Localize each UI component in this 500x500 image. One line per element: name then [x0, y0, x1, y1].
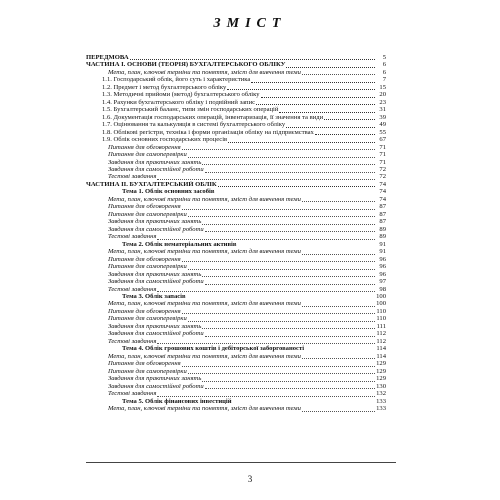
toc-entry-label: 1.2. Предмет і метод бухгалтерського обліку: [102, 83, 227, 91]
toc-leader-dots: [205, 167, 375, 173]
toc-entry: [86, 256, 386, 263]
toc-entry-page: 87: [379, 218, 386, 226]
toc-leader-dots: [202, 323, 375, 329]
toc-entry: [86, 181, 386, 188]
toc-entry: [86, 233, 386, 240]
toc-entry: [86, 203, 386, 210]
toc-entry-label: Завдання для практичних занять: [108, 270, 202, 278]
toc-entry: [86, 69, 386, 76]
toc-entry: [86, 368, 386, 375]
toc-entry-label: Питання для самоперевірки: [108, 367, 187, 375]
toc-entry: [86, 308, 386, 315]
toc-entry-page: 7: [382, 76, 386, 84]
toc-entry: [86, 300, 386, 307]
toc-entry-label: Тестові завдання: [108, 173, 157, 181]
toc-entry-page: 97: [379, 278, 386, 286]
toc-entry-page: 111: [376, 322, 386, 330]
toc-leader-dots: [205, 383, 375, 389]
toc-leader-dots: [237, 242, 375, 247]
toc-entry-label: Мета, план, ключові терміни та поняття, зміст для вивчення теми: [108, 405, 301, 413]
toc-entry-label: Питання для самоперевірки: [108, 263, 187, 271]
toc-entry: [86, 99, 386, 106]
toc-entry-page: 39: [379, 113, 386, 121]
toc-entry: [86, 330, 386, 337]
toc-leader-dots: [202, 271, 375, 277]
toc-entry-label: 1.1. Господарський облік, його суть і характеристика: [102, 76, 251, 84]
toc-entry: [86, 405, 386, 412]
toc-entry: [86, 188, 386, 195]
toc-entry-label: Питання для обговорення: [108, 307, 181, 315]
toc-leader-dots: [302, 406, 375, 412]
toc-entry-label: 1.3. Методичні прийоми (метод) бухгалтерського обліку: [102, 91, 260, 99]
toc-entry-page: 114: [376, 352, 386, 360]
toc-entry: [86, 121, 386, 128]
toc-entry: [86, 61, 386, 68]
toc-entry-page: 98: [379, 285, 386, 293]
toc-leader-dots: [302, 353, 375, 359]
toc-entry-page: 91: [379, 240, 386, 248]
toc-entry-label: Тема 5. Облік фінансових інвестицій: [122, 397, 232, 405]
toc-entry-page: 133: [376, 405, 386, 413]
toc-entry-page: 133: [376, 397, 386, 405]
toc-entry-label: Мета, план, ключові терміни та поняття, зміст для вивчення теми: [108, 352, 301, 360]
toc-entry-label: 1.6. Документація господарських операцій, інвентаризація, її значення та види: [102, 113, 324, 121]
toc-entry: [86, 345, 386, 352]
toc-entry-label: ЧАСТИНА І. ОСНОВИ (ТЕОРІЯ) БУХГАЛТЕРСЬКОГО ОБЛІКУ: [86, 61, 286, 69]
toc-leader-dots: [215, 190, 375, 195]
toc-entry-label: Мета, план, ключові терміни та поняття, зміст для вивчення теми: [108, 300, 301, 308]
toc-entry-label: Завдання для практичних занять: [108, 322, 202, 330]
toc-entry: [86, 263, 386, 270]
toc-leader-dots: [188, 152, 375, 158]
toc-entry: [86, 106, 386, 113]
toc-entry-page: 96: [379, 263, 386, 271]
toc-entry: [86, 360, 386, 367]
toc-entry-page: 129: [376, 360, 386, 368]
toc-entry-page: 71: [379, 143, 386, 151]
toc-leader-dots: [286, 62, 375, 68]
toc-entry-label: Тестові завдання: [108, 390, 157, 398]
toc-entry: [86, 338, 386, 345]
toc-entry-label: Питання для самоперевірки: [108, 210, 187, 218]
toc-entry-label: ЧАСТИНА ІІ. БУХГАЛТЕРСЬКИЙ ОБЛІК: [86, 180, 217, 188]
toc-entry-label: Завдання для самостійної роботи: [108, 330, 204, 338]
footer-divider: [86, 462, 396, 463]
toc-leader-dots: [202, 219, 375, 225]
toc-entry-page: 100: [376, 300, 386, 308]
toc-leader-dots: [315, 129, 375, 135]
toc-entry-page: 74: [379, 188, 386, 196]
toc-entry: [86, 196, 386, 203]
toc-entry-label: Тестові завдання: [108, 233, 157, 241]
toc-entry-page: 74: [379, 195, 386, 203]
toc-leader-dots: [302, 69, 375, 75]
toc-entry-page: 23: [379, 98, 386, 106]
toc-entry-label: Питання для самоперевірки: [108, 315, 187, 323]
toc-entry: [86, 54, 386, 61]
page-title: ЗМІСТ: [213, 16, 287, 31]
toc-entry-page: 55: [379, 128, 386, 136]
toc-leader-dots: [182, 204, 375, 210]
toc-entry-label: Питання для обговорення: [108, 143, 181, 151]
toc-leader-dots: [205, 226, 375, 232]
toc-leader-dots: [218, 181, 375, 187]
toc-entry: [86, 151, 386, 158]
toc-entry: [86, 129, 386, 136]
toc-entry-page: 71: [379, 158, 386, 166]
toc-entry: [86, 226, 386, 233]
toc-entry: [86, 76, 386, 83]
toc-leader-dots: [157, 338, 375, 344]
toc-entry-page: 6: [382, 61, 386, 69]
toc-leader-dots: [182, 361, 375, 367]
toc-entry: [86, 218, 386, 225]
toc-entry-label: Тема 3. Облік запасів: [122, 293, 186, 300]
toc-leader-dots: [182, 256, 375, 262]
toc-entry-page: 91: [379, 248, 386, 256]
toc-leader-dots: [188, 264, 375, 270]
toc-entry-label: Тема 1. Облік основних засобів: [122, 188, 215, 196]
toc-entry: [86, 211, 386, 218]
toc-entry-label: Питання для обговорення: [108, 203, 181, 211]
toc-entry-page: 130: [376, 382, 386, 390]
toc-entry: [86, 383, 386, 390]
toc-entry-page: 129: [376, 367, 386, 375]
toc-entry-label: Питання для обговорення: [108, 360, 181, 368]
toc-entry: [86, 390, 386, 397]
toc-entry-label: Завдання для самостійної роботи: [108, 225, 204, 233]
toc-entry-label: Тестові завдання: [108, 337, 157, 345]
toc-leader-dots: [205, 331, 375, 337]
toc-entry: [86, 278, 386, 285]
toc-leader-dots: [202, 376, 375, 382]
toc-entry-label: Питання для самоперевірки: [108, 151, 187, 159]
toc-entry-page: 87: [379, 203, 386, 211]
page-number: 3: [247, 474, 253, 484]
toc-entry: [86, 286, 386, 293]
toc-entry-label: Тестові завдання: [108, 285, 157, 293]
toc-entry-page: 110: [376, 315, 386, 323]
table-of-contents: [86, 54, 386, 413]
toc-entry-page: 72: [379, 173, 386, 181]
toc-leader-dots: [251, 77, 375, 83]
toc-entry-label: Завдання для практичних занять: [108, 375, 202, 383]
toc-entry: [86, 114, 386, 121]
toc-entry: [86, 398, 386, 405]
toc-entry-page: 89: [379, 225, 386, 233]
toc-entry-page: 5: [382, 54, 386, 61]
toc-entry-label: 1.4. Рахунки бухгалтерського обліку і подвійний запис: [102, 98, 256, 106]
toc-entry-page: 74: [379, 180, 386, 188]
toc-entry-page: 20: [379, 91, 386, 99]
toc-entry: [86, 248, 386, 255]
toc-entry: [86, 315, 386, 322]
toc-leader-dots: [205, 279, 375, 285]
toc-entry-page: 72: [379, 166, 386, 174]
toc-entry-label: Завдання для самостійної роботи: [108, 166, 204, 174]
toc-entry-label: Завдання для практичних занять: [108, 158, 202, 166]
toc-entry-label: Питання для обговорення: [108, 255, 181, 263]
toc-entry-label: Мета, план, ключові терміни та поняття, зміст для вивчення теми: [108, 68, 301, 76]
toc-leader-dots: [187, 294, 375, 299]
toc-leader-dots: [130, 54, 375, 60]
toc-entry-page: 87: [379, 210, 386, 218]
toc-leader-dots: [188, 211, 375, 217]
toc-entry: [86, 136, 386, 143]
toc-entry: [86, 375, 386, 382]
toc-entry: [86, 84, 386, 91]
toc-entry-page: 114: [376, 345, 386, 353]
toc-leader-dots: [182, 308, 375, 314]
toc-entry: [86, 159, 386, 166]
toc-entry: [86, 144, 386, 151]
toc-entry-page: 100: [376, 293, 386, 300]
toc-entry-label: Завдання для самостійної роботи: [108, 278, 204, 286]
toc-leader-dots: [188, 368, 375, 374]
toc-leader-dots: [256, 99, 375, 105]
toc-leader-dots: [279, 107, 375, 113]
toc-leader-dots: [302, 301, 375, 307]
toc-entry-label: Завдання для самостійної роботи: [108, 382, 204, 390]
toc-leader-dots: [157, 174, 375, 180]
toc-entry: [86, 271, 386, 278]
toc-leader-dots: [157, 391, 375, 397]
toc-leader-dots: [227, 84, 375, 90]
toc-entry-page: 112: [376, 337, 386, 345]
toc-entry-page: 96: [379, 255, 386, 263]
toc-leader-dots: [228, 137, 375, 143]
toc-entry-page: 6: [382, 68, 386, 76]
toc-entry-page: 129: [376, 375, 386, 383]
toc-entry: [86, 293, 386, 300]
toc-entry-page: 49: [379, 121, 386, 129]
toc-entry-page: 96: [379, 270, 386, 278]
toc-entry: [86, 323, 386, 330]
toc-entry-label: 1.9. Облік основних господарських процесів: [102, 136, 228, 144]
toc-entry-label: Тема 4. Облік грошових коштів і дебіторської заборгованості: [122, 345, 305, 353]
toc-entry-label: 1.7. Оцінювання та калькуляція в системі бухгалтерського обліку: [102, 121, 286, 129]
toc-leader-dots: [302, 196, 375, 202]
toc-leader-dots: [324, 114, 375, 120]
toc-entry-page: 132: [376, 390, 386, 398]
toc-entry: [86, 166, 386, 173]
toc-leader-dots: [302, 249, 375, 255]
toc-entry-label: Тема 2. Облік нематеріальних активів: [122, 240, 237, 248]
toc-leader-dots: [188, 316, 375, 322]
toc-entry-label: Завдання для практичних занять: [108, 218, 202, 226]
toc-entry-page: 89: [379, 233, 386, 241]
toc-entry: [86, 174, 386, 181]
toc-entry-label: 1.8. Облікові регістри, техніка і форми організація обліку на підприємствах: [102, 128, 314, 136]
toc-entry-label: Мета, план, ключові терміни та поняття, зміст для вивчення теми: [108, 195, 301, 203]
toc-entry-page: 31: [379, 106, 386, 114]
toc-leader-dots: [202, 159, 375, 165]
toc-entry-page: 110: [376, 307, 386, 315]
toc-entry-label: Мета, план, ключові терміни та поняття, зміст для вивчення теми: [108, 248, 301, 256]
toc-leader-dots: [182, 144, 375, 150]
toc-entry: [86, 241, 386, 248]
toc-leader-dots: [261, 92, 375, 98]
toc-entry-page: 112: [376, 330, 386, 338]
toc-entry-label: ПЕРЕДМОВА: [86, 54, 129, 61]
toc-leader-dots: [286, 122, 375, 128]
toc-entry: [86, 91, 386, 98]
toc-leader-dots: [157, 286, 375, 292]
toc-entry-page: 67: [379, 136, 386, 144]
toc-leader-dots: [233, 399, 375, 404]
toc-entry-label: 1.5. Бухгалтерський баланс, типи змін господарських операцій: [102, 106, 279, 114]
toc-leader-dots: [157, 234, 375, 240]
toc-entry-page: 15: [379, 83, 386, 91]
toc-entry: [86, 353, 386, 360]
toc-entry-page: 71: [379, 151, 386, 159]
toc-leader-dots: [305, 347, 375, 352]
